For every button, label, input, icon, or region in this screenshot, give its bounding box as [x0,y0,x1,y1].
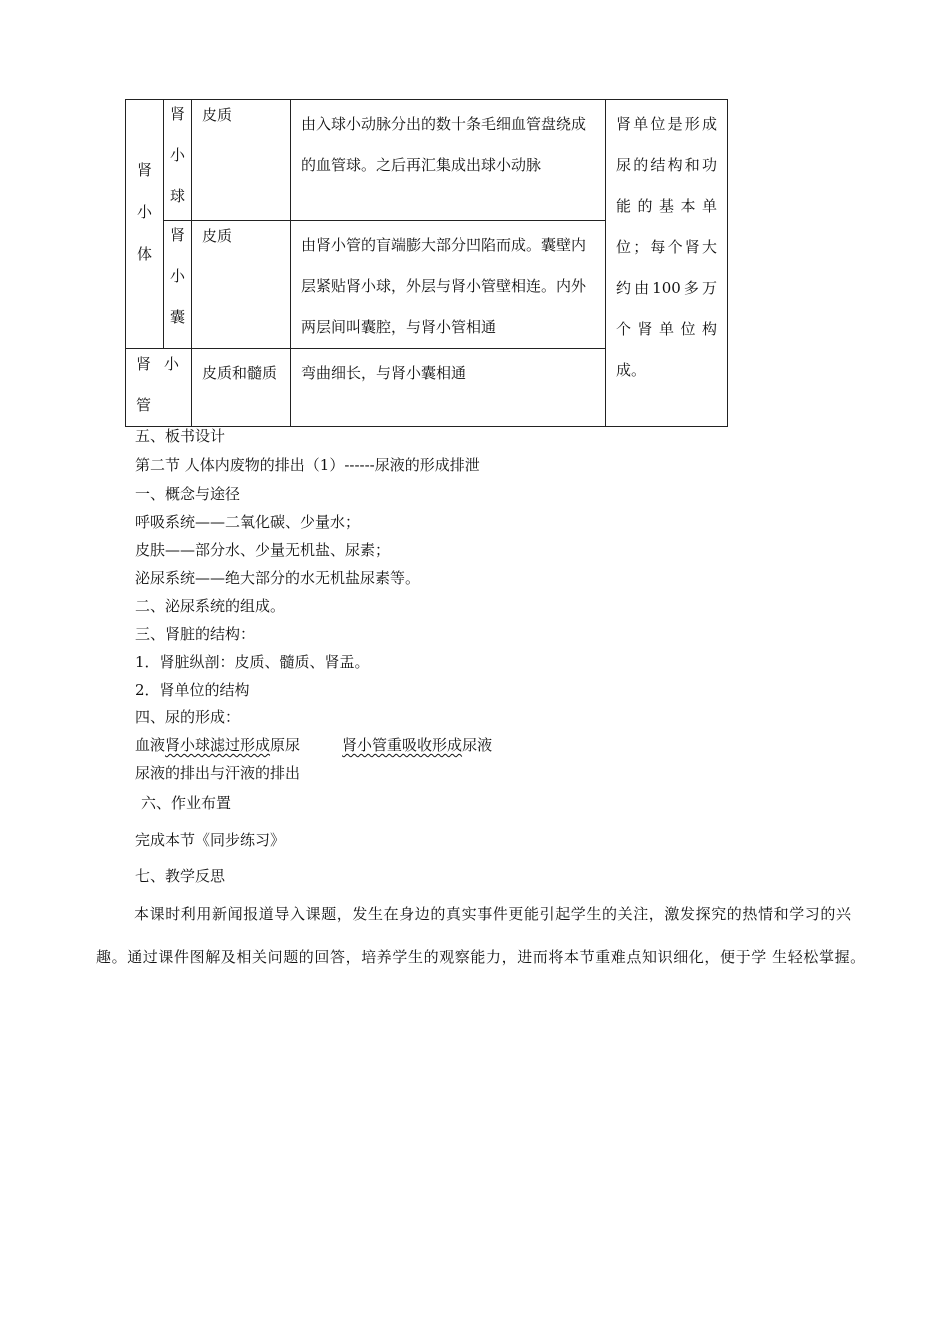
cell-bowman-capsule-location [192,221,291,349]
bowman-capsule-label [164,227,191,325]
section-homework: 六、作业布置 [141,794,232,812]
bowman-capsule-char: 肾 [169,226,185,244]
bowman-capsule-location: 皮质 [202,227,233,245]
heading-concept: 一、概念与途径 [135,485,241,503]
renal-tubule-char: 管 [136,396,152,414]
excretion-line: 尿液的排出与汗液的排出 [135,764,301,782]
section-reflection: 七、教学反思 [135,867,226,885]
section-board-design: 五、板书设计 [135,427,226,445]
glomerulus-label [164,106,191,204]
flow-primary-urine: 原尿 [270,736,301,754]
flow-glomerular-filtration: 肾小球滤过形成 [165,736,271,754]
homework-line: 完成本节《同步练习》 [135,831,286,849]
flow-tubular-reabsorption: 肾小管重吸收形成 [342,736,463,754]
renal-tubule-char: 小 [163,355,179,373]
renal-tubule-location: 皮质和髓质 [202,364,278,382]
flow-urine: 尿液 [462,736,493,754]
urinary-line: 泌尿系统——绝大部分的水无机盐尿素等。 [135,569,421,587]
flow-blood: 血液 [135,736,166,754]
cell-renal-tubule-description [291,349,606,427]
cell-renal-tubule-location [192,349,291,427]
bowman-capsule-char: 小 [169,267,185,285]
renal-corpuscle-label [126,162,163,262]
reflection-paragraph: 本课时利用新闻报道导入课题，发生在身边的真实事件更能引起学生的关注，激发探究的热情和学习的兴趣。通过课件图解及相关问题的回答，培养学生的观察能力，进而将本节重难点知识细化，便于学 生轻松掌握。 [96,905,866,966]
nephron-function-note: 肾单位是形成尿的结构和功能的基本单位；每个肾大约由100多万个肾单位构成。 [616,115,717,379]
kidney-section-line: 1．肾脏纵剖：皮质、髓质、肾盂。 [135,653,370,671]
renal-tubule-description: 弯曲细长，与肾小囊相通 [301,364,467,382]
cell-renal-corpuscle [126,100,164,349]
bowman-capsule-char: 囊 [169,308,185,326]
cell-glomerulus-location [192,100,291,221]
heading-urine-formation: 四、尿的形成： [135,708,241,726]
cell-glomerulus-description [291,100,606,221]
renal-tubule-label [136,344,179,385]
skin-line: 皮肤——部分水、少量无机盐、尿素； [135,541,391,559]
renal-corpuscle-char: 体 [136,245,152,263]
respiratory-line: 呼吸系统——二氧化碳、少量水； [135,513,361,531]
kidney-structure-table [125,99,728,427]
cell-glomerulus [164,100,192,221]
urine-formation-flow [135,735,492,755]
glomerulus-char: 肾 [169,105,185,123]
cell-bowman-capsule [164,221,192,349]
cell-renal-tubule [126,349,192,427]
glomerulus-char: 小 [169,146,185,164]
bowman-capsule-description: 由肾小管的盲端膨大部分凹陷而成。囊壁内层紧贴肾小球，外层与肾小管壁相连。内外两层间叫囊腔，与肾小管相通 [301,236,587,336]
cell-bowman-capsule-description [291,221,606,349]
renal-corpuscle-char: 小 [136,203,152,221]
renal-corpuscle-char: 肾 [136,161,152,179]
heading-kidney-structure: 三、肾脏的结构： [135,625,256,643]
lesson-title: 第二节 人体内废物的排出（1）------尿液的形成排泄 [135,456,480,474]
nephron-structure-line: 2．肾单位的结构 [135,681,250,699]
renal-tubule-char: 肾 [136,355,152,373]
cell-function-note [606,100,728,427]
glomerulus-description: 由入球小动脉分出的数十条毛细血管盘绕成的血管球。之后再汇集成出球小动脉 [301,115,587,174]
glomerulus-char: 球 [169,187,185,205]
heading-urinary-composition: 二、泌尿系统的组成。 [135,597,286,615]
glomerulus-location: 皮质 [202,106,233,124]
